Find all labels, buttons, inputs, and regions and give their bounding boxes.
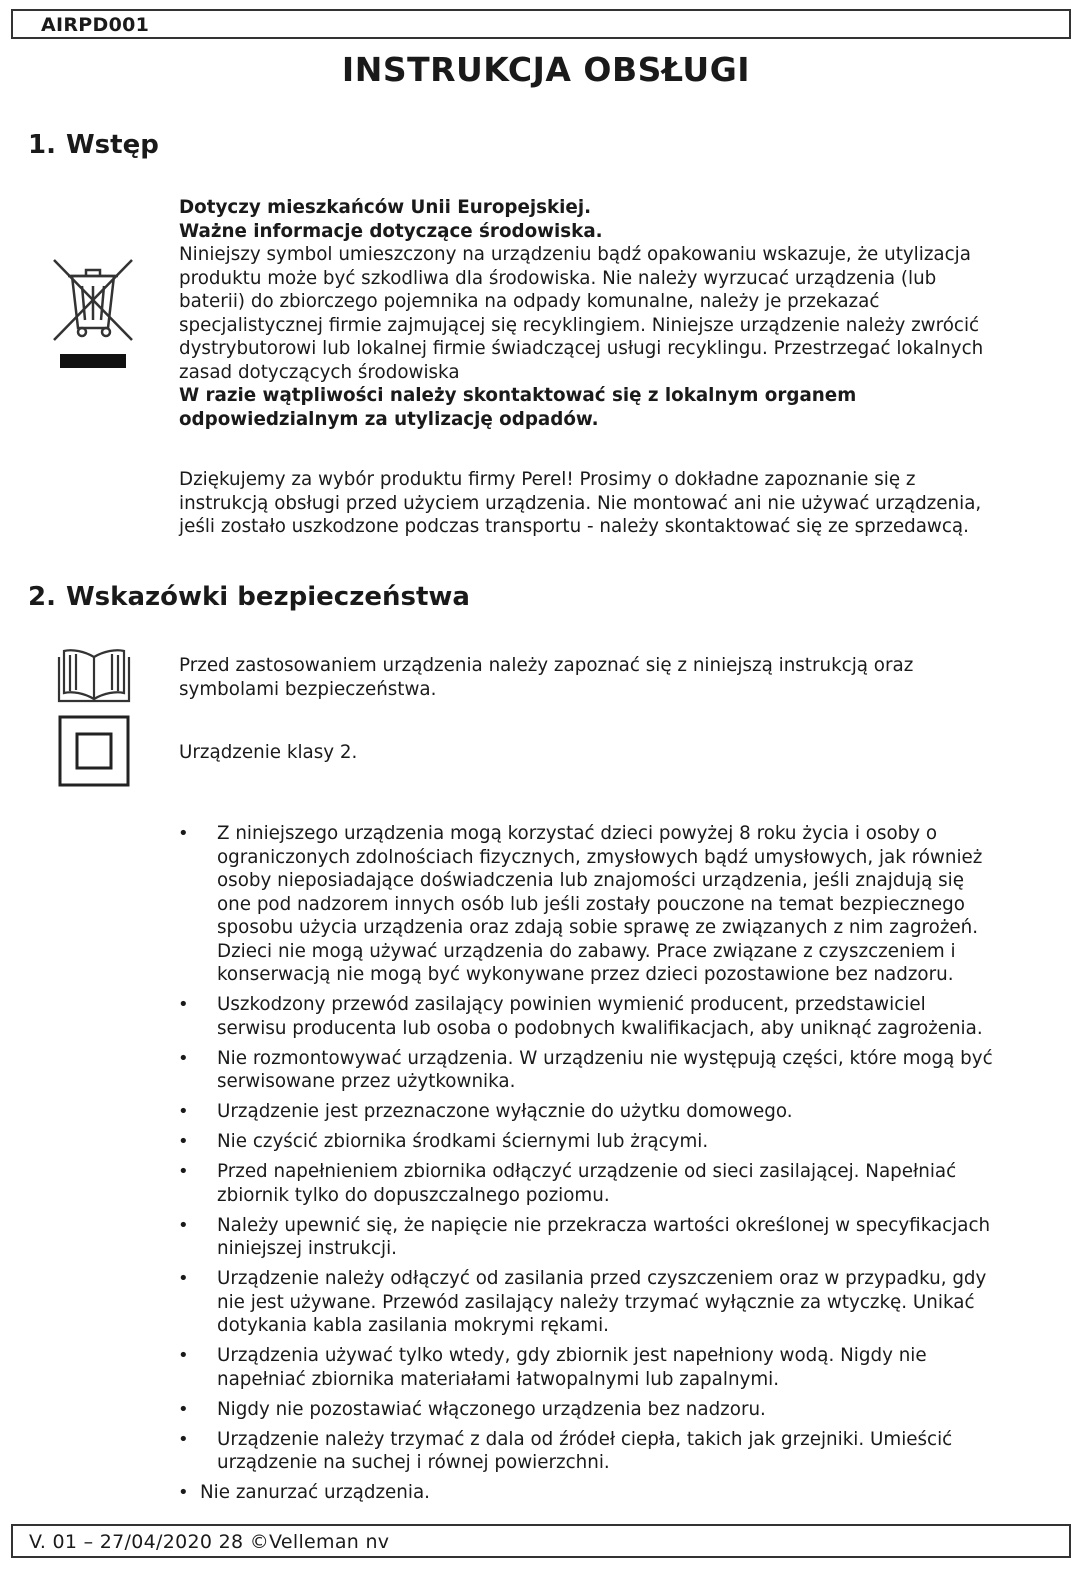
bullet-dot: • [178,1482,189,1503]
safety-bullet-line: konserwacją nie mogą być wykonywane przez dzieci pozostawione bez nadzoru. [217,964,954,985]
safety-bullet-line: niniejszej instrukcji. [217,1238,397,1259]
safety-bullet-line: Urządzenie jest przeznaczone wyłącznie do użytku domowego. [217,1101,793,1122]
safety-bullet-line: Przed napełnieniem zbiornika odłączyć urządzenie od sieci zasilającej. Napełniać [217,1161,957,1182]
bullet-dot: • [178,1161,189,1182]
safety-bullet-item [0,1344,1047,1391]
safety-bullet-line: urządzenie na suchej i równej powierzchni. [217,1452,610,1473]
bullet-dot: • [178,1101,189,1122]
safety-bullet-line: Z niniejszego urządzenia mogą korzystać dzieci powyżej 8 roku życia i osoby o [217,823,938,844]
eu-info-block [179,196,1059,431]
manual-line: symbolami bezpieczeństwa. [179,678,437,700]
thanks-line: Dziękujemy za wybór produktu firmy Perel! Prosimy o dokładne zapoznanie się z [179,469,916,490]
eu-info-bold-end-1: W razie wątpliwości należy skontaktować się z lokalnym organem [179,385,857,406]
section-1-number: 1. [28,130,56,160]
safety-bullet-item [0,1100,1047,1124]
bullet-dot: • [178,1268,189,1289]
safety-bullet-line: zbiornik tylko do dopuszczalnego poziomu. [217,1184,610,1206]
section-2-title: Wskazówki bezpieczeństwa [66,582,470,612]
thanks-paragraph [179,468,1059,539]
safety-bullet-item [0,1047,1047,1094]
bullet-dot: • [178,1428,189,1450]
safety-bullet-line: Nie rozmontowywać urządzenia. W urządzeniu nie występują części, które mogą być [217,1047,993,1069]
eu-info-line: produktu może być szkodliwa dla środowiska. Nie należy wyrzucać urządzenia (lub [179,267,937,289]
safety-bullet-line: Urządzenie należy trzymać z dala od źródeł ciepła, takich jak grzejniki. Umieścić [217,1428,953,1450]
thanks-line: instrukcją obsługi przed użyciem urządzenia. Nie montować ani nie używać urządzenia, [179,492,982,514]
manual-paragraph [179,654,1059,701]
bullet-dot: • [178,1214,189,1236]
class-2-double-square-icon [58,715,130,787]
safety-bullet-line: Urządzenia używać tylko wtedy, gdy zbiornik jest napełniony wodą. Nigdy nie [217,1345,927,1366]
safety-bullet-line: one pod nadzorem innych osób lub jeśli zostały pouczone na temat bezpiecznego [217,893,965,915]
class-2-text: Urządzenie klasy 2. [179,742,358,763]
bullet-dot: • [178,1398,189,1420]
safety-bullet-line: Nie czyścić zbiornika środkami ściernymi lub żrącymi. [217,1131,709,1152]
safety-bullet-line: Uszkodzony przewód zasilający powinien wymienić producent, przedstawiciel [217,994,926,1015]
safety-bullet-line: dotykania kabla zasilania mokrymi rękami. [217,1315,609,1336]
eu-info-bold-1: Dotyczy mieszkańców Unii Europejskiej. [179,197,592,218]
section-1-heading [28,130,159,160]
manual-line: Przed zastosowaniem urządzenia należy zapoznać się z niniejszą instrukcją oraz [179,655,914,676]
safety-bullet-line: osoby nieposiadające doświadczenia lub znajomości urządzenia, jeśli znajdują się [217,870,965,891]
safety-bullet-item [0,1214,1047,1261]
safety-bullet-item [0,993,1047,1040]
eu-info-line: specjalistycznej firmie zajmującej się recyklingiem. Niniejsze urządzenie należy zwrócić [179,314,980,336]
page-title: INSTRUKCJA OBSŁUGI [341,50,751,89]
safety-bullet-line: nie jest używane. Przewód zasilający należy trzymać wyłącznie za wtyczkę. Unikać [217,1291,975,1313]
safety-bullet-line: Dzieci nie mogą używać urządzenia do zabawy. Prace związane z czyszczeniem i [217,940,956,962]
safety-bullet-line: napełniać zbiornika materiałami łatwopalnymi lub zapalnymi. [217,1368,780,1390]
safety-bullet-line: serwisu producenta lub osoba o podobnych kwalifikacjach, aby uniknąć zagrożenia. [217,1017,983,1039]
bullet-dot: • [178,1131,189,1152]
safety-bullet-line: Urządzenie należy odłączyć od zasilania przed czyszczeniem oraz w przypadku, gdy [217,1268,987,1289]
bullet-dot: • [178,994,189,1015]
safety-bullet-item [0,1130,1047,1154]
safety-bullet-line: Nie zanurzać urządzenia. [200,1482,430,1503]
section-2-heading [28,582,470,612]
safety-bullet-item [0,1160,1047,1207]
eu-info-bold-2: Ważne informacje dotyczące środowiska. [179,220,603,242]
eu-info-line: baterii) do zbiorczego pojemnika na odpady komunalne, należy je przekazać [179,291,880,312]
eu-info-line: zasad dotyczących środowiska [179,361,460,383]
section-1-title: Wstęp [66,130,159,160]
safety-bullet-item [0,1428,1047,1475]
read-manual-icon [56,645,132,705]
eu-info-line: dystrybutorowi lub lokalnej firmie świadczącej usługi recyklingu. Przestrzegać lokalnych [179,338,984,359]
bullet-dot: • [178,823,189,844]
section-2-number: 2. [28,582,56,612]
safety-bullet-item [0,1398,1047,1422]
safety-bullet-line: sposobu użycia urządzenia oraz zdają sobie sprawę ze związanych z nim zagrożeń. [217,917,979,938]
safety-bullet-list [0,822,1092,1511]
footer-text: V. 01 – 27/04/2020 28 ©Velleman nv [29,1531,390,1553]
weee-bin-icon [50,258,136,373]
safety-bullet-line: Nigdy nie pozostawiać włączonego urządzenia bez nadzoru. [217,1398,766,1420]
bullet-dot: • [178,1345,189,1366]
safety-bullet-line: ograniczonych zdolnościach fizycznych, zmysłowych bądź umysłowych, jak również [217,846,983,868]
header-box [11,9,1071,39]
safety-bullet-line: serwisowane przez użytkownika. [217,1071,516,1092]
eu-info-bold-end-2: odpowiedzialnym za utylizację odpadów. [179,408,599,430]
safety-bullet-item [0,822,1047,987]
safety-bullet-item [0,1267,1047,1338]
bullet-dot: • [178,1047,189,1069]
safety-bullet-item [0,1481,1030,1505]
model-code: AIRPD001 [41,14,150,36]
safety-bullet-line: Należy upewnić się, że napięcie nie przekracza wartości określonej w specyfikacjach [217,1214,991,1236]
footer-box [11,1524,1071,1558]
thanks-line: jeśli zostało uszkodzone podczas transportu - należy skontaktować się ze sprzedawcą. [179,516,969,537]
eu-info-line: Niniejszy symbol umieszczony na urządzeniu bądź opakowaniu wskazuje, że utylizacja [179,244,971,265]
